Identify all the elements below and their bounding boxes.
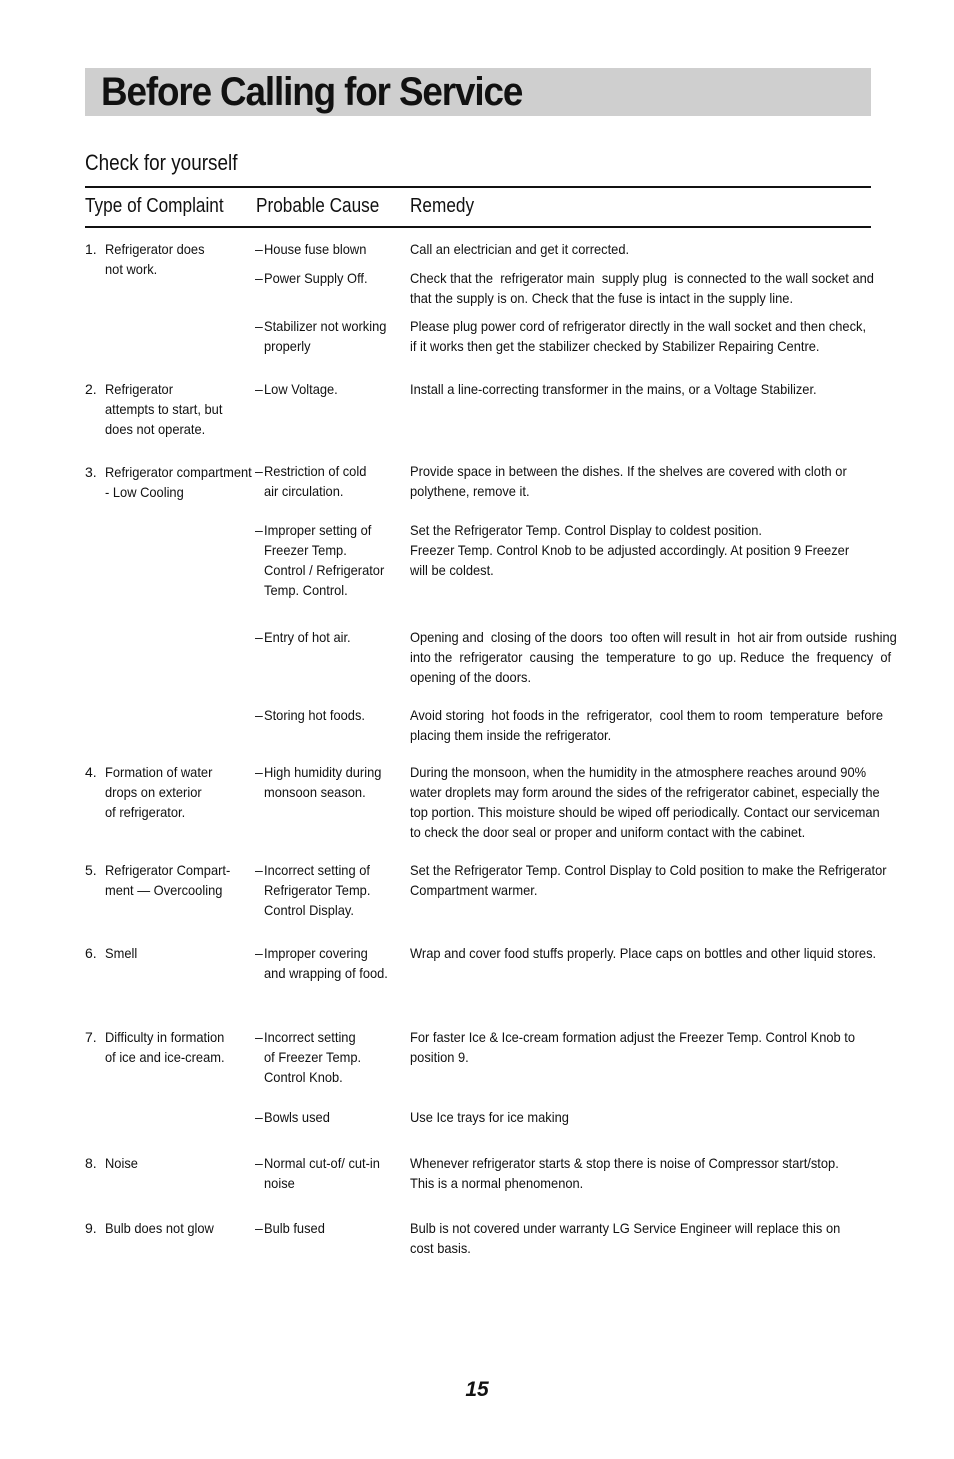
header-probable-cause: Probable Cause — [256, 195, 380, 217]
complaint-number: 5. — [85, 862, 97, 878]
remedy-text: Please plug power cord of refrigerator directly in the wall socket and then check, if it works then get the stabilizer checked by Stabilizer Repairing Centre. — [410, 318, 867, 354]
cause-dash: – — [255, 862, 263, 878]
complaint-number: 3. — [85, 464, 97, 480]
complaint-text: Refrigerator Compart- ment — Overcooling — [105, 862, 231, 898]
cause-dash: – — [255, 764, 263, 780]
complaint-text: Difficulty in formation of ice and ice-cream. — [105, 1029, 225, 1065]
cause-text: Power Supply Off. — [264, 270, 368, 286]
complaint-number: 9. — [85, 1220, 97, 1236]
cause-text: Improper covering and wrapping of food. — [264, 945, 388, 981]
cause-text: Low Voltage. — [264, 381, 338, 397]
cause-text: Incorrect setting of Freezer Temp. Control Knob. — [264, 1029, 362, 1085]
cause-dash: – — [255, 270, 263, 286]
cause-dash: – — [255, 945, 263, 961]
section-subtitle: Check for yourself — [85, 150, 238, 175]
remedy-text: Wrap and cover food stuffs properly. Place caps on bottles and other liquid stores. — [410, 945, 877, 961]
page-number: 15 — [465, 1378, 489, 1401]
cause-dash: – — [255, 707, 263, 723]
complaint-text: Bulb does not glow — [105, 1220, 214, 1236]
table-top-rule — [85, 186, 871, 188]
cause-text: Bulb fused — [264, 1220, 325, 1236]
remedy-text: Set the Refrigerator Temp. Control Display to Cold position to make the Refrigerator Compartment warmer. — [410, 862, 887, 898]
header-remedy: Remedy — [410, 195, 475, 217]
cause-dash: – — [255, 522, 263, 538]
remedy-text: Set the Refrigerator Temp. Control Display to coldest position. Freezer Temp. Control Knob to be adjusted accordingly. At position 9 Freezer will be coldest. — [410, 522, 850, 578]
cause-text: Normal cut-of/ cut-in noise — [264, 1155, 380, 1191]
cause-text: Bowls used — [264, 1109, 330, 1125]
cause-dash: – — [255, 318, 263, 334]
cause-text: Storing hot foods. — [264, 707, 365, 723]
remedy-text: Check that the refrigerator main supply plug is connected to the wall socket and that the supply is on. Check that the fuse is intact in the supply line. — [410, 270, 874, 306]
complaint-number: 6. — [85, 945, 97, 961]
remedy-text: During the monsoon, when the humidity in the atmosphere reaches around 90% water droplets may form around the sides of the refrigerator cabinet, especially the top portion. This moisture should be wiped off periodically. Contact our serviceman to check the door seal or proper and uniform contact with the cabinet. — [410, 764, 880, 840]
complaint-text: Noise — [105, 1155, 138, 1171]
remedy-text: Avoid storing hot foods in the refrigerator, cool them to room temperature before placing them inside the refrigerator. — [410, 707, 883, 743]
remedy-text: Provide space in between the dishes. If the shelves are covered with cloth or polythene, remove it. — [410, 463, 847, 499]
cause-dash: – — [255, 629, 263, 645]
cause-text: High humidity during monsoon season. — [264, 764, 382, 800]
remedy-text: Call an electrician and get it corrected. — [410, 241, 630, 257]
complaint-text: Refrigerator compartment - Low Cooling — [105, 464, 252, 500]
cause-dash: – — [255, 1220, 263, 1236]
cause-text: Entry of hot air. — [264, 629, 351, 645]
cause-dash: – — [255, 381, 263, 397]
complaint-text: Refrigerator does not work. — [105, 241, 205, 277]
remedy-text: Opening and closing of the doors too often will result in hot air from outside rushing into the refrigerator causing the temperature to go up. Reduce the frequency of opening of the doors. — [410, 629, 897, 685]
cause-dash: – — [255, 463, 263, 479]
remedy-text: For faster Ice & Ice-cream formation adjust the Freezer Temp. Control Knob to position 9. — [410, 1029, 856, 1065]
header-type-of-complaint: Type of Complaint — [85, 195, 224, 217]
remedy-text: Bulb is not covered under warranty LG Service Engineer will replace this on cost basis. — [410, 1220, 841, 1256]
complaint-text: Smell — [105, 945, 138, 961]
complaint-number: 4. — [85, 764, 97, 780]
cause-text: Stabilizer not working properly — [264, 318, 387, 354]
cause-dash: – — [255, 241, 263, 257]
complaint-text: Refrigerator attempts to start, but does not operate. — [105, 381, 223, 437]
complaint-text: Formation of water drops on exterior of refrigerator. — [105, 764, 213, 820]
cause-dash: – — [255, 1029, 263, 1045]
cause-dash: – — [255, 1155, 263, 1171]
remedy-text: Whenever refrigerator starts & stop there is noise of Compressor start/stop. This is a normal phenomenon. — [410, 1155, 839, 1191]
cause-dash: – — [255, 1109, 263, 1125]
complaint-number: 1. — [85, 241, 97, 257]
page-title: Before Calling for Service — [101, 70, 523, 114]
remedy-text: Use Ice trays for ice making — [410, 1109, 569, 1125]
complaint-number: 2. — [85, 381, 97, 397]
remedy-text: Install a line-correcting transformer in the mains, or a Voltage Stabilizer. — [410, 381, 817, 397]
cause-text: House fuse blown — [264, 241, 367, 257]
complaint-number: 7. — [85, 1029, 97, 1045]
complaint-number: 8. — [85, 1155, 97, 1171]
table-header-rule — [85, 226, 871, 228]
cause-text: Improper setting of Freezer Temp. Control / Refrigerator Temp. Control. — [264, 522, 385, 598]
cause-text: Incorrect setting of Refrigerator Temp. Control Display. — [264, 862, 371, 918]
cause-text: Restriction of cold air circulation. — [264, 463, 367, 499]
